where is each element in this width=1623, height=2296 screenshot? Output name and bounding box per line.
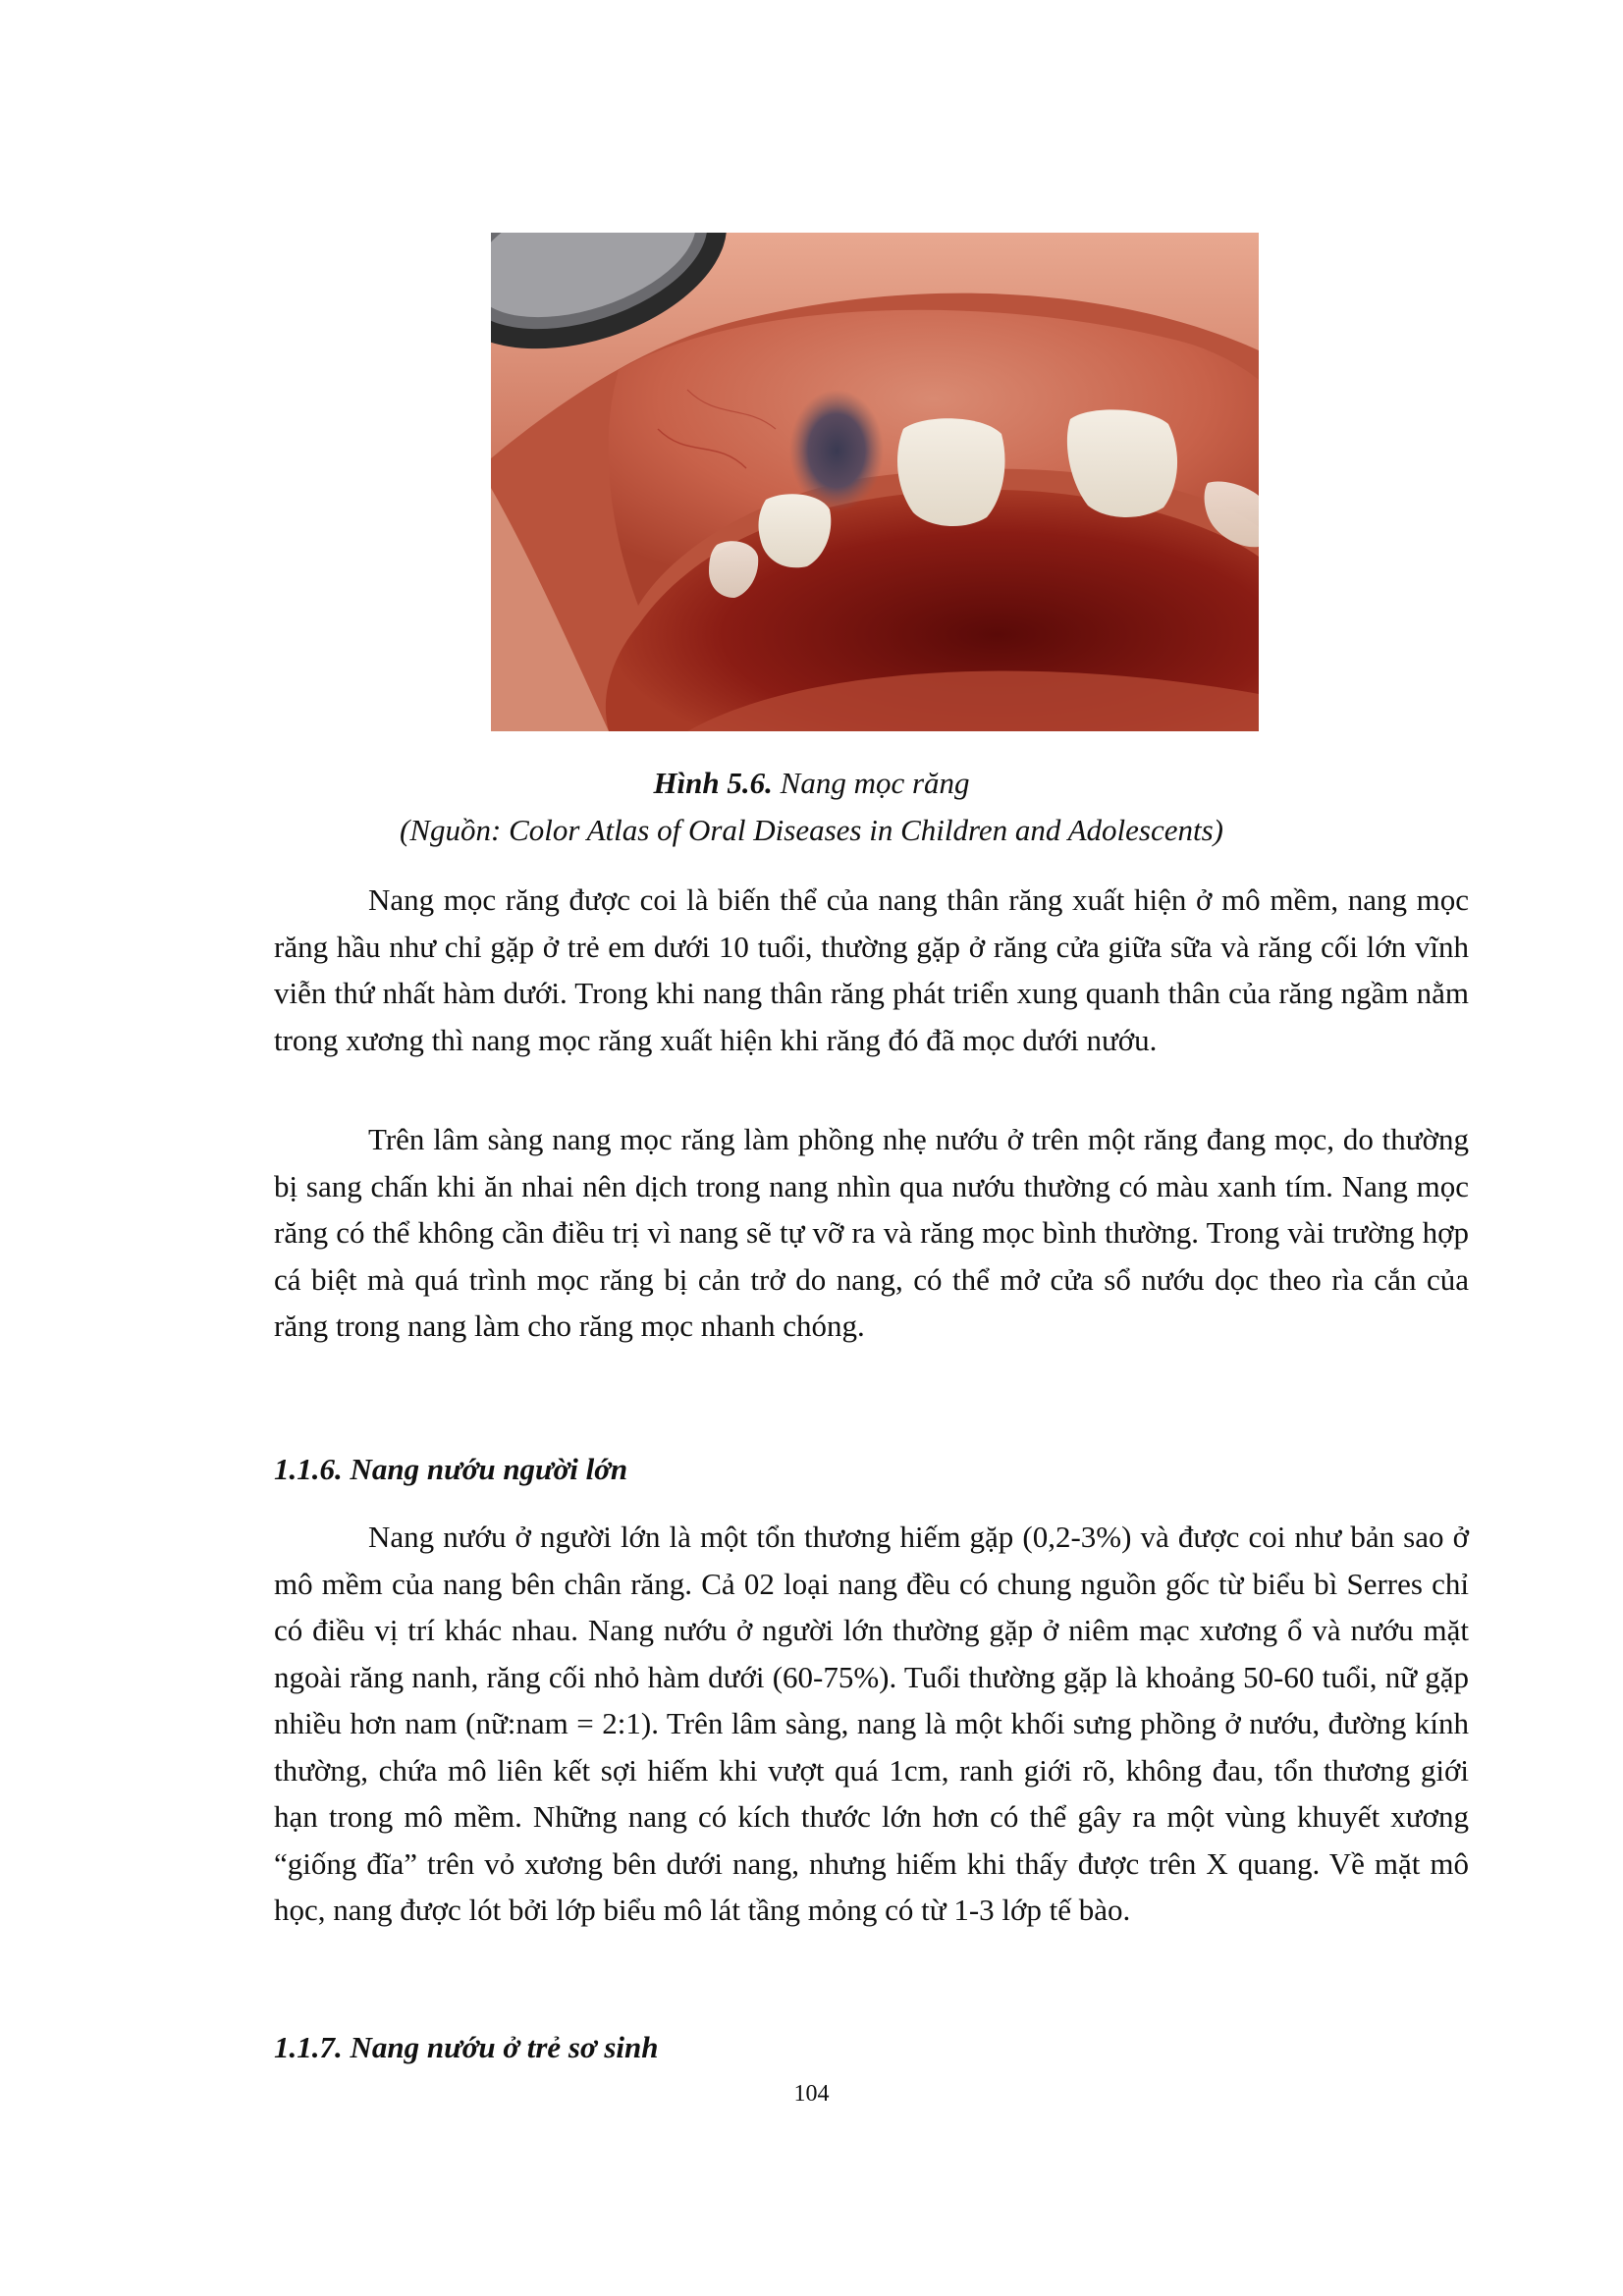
figure-label: Hình 5.6.	[653, 766, 773, 800]
figure-source: (Nguồn: Color Atlas of Oral Diseases in Children and Adolescents)	[400, 813, 1223, 847]
page-number: 104	[793, 2081, 830, 2107]
section-heading: 1.1.7. Nang nướu ở trẻ sơ sinh	[274, 2030, 659, 2064]
clinical-photo-eruption-cyst	[491, 233, 1259, 731]
paragraph: Nang nướu ở người lớn là một tổn thương hiếm gặp (0,2-3%) và được coi như bản sao ở mô mềm của nang bên chân răng. Cả 02 loại nang đều có chung nguồn gốc từ biểu bì Serres chỉ có điều vị trí khác nhau. Nang nướu ở người lớn thường gặp ở niêm mạc xương ổ và nướu mặt ngoài răng nanh, răng cối nhỏ hàm dưới (60-75%). Tuổi thường gặp là khoảng 50-60 tuổi, nữ gặp nhiều hơn nam (nữ:nam = 2:1). Trên lâm sàng, nang là một khối sưng phồng ở nướu, đường kính thường, chứa mô liên kết sợi hiếm khi vượt quá 1cm, ranh giới rõ, không đau, tổn thương giới hạn trong mô mềm. Những nang có kích thước lớn hơn có thể gây ra một vùng khuyết xương “giống đĩa” trên vỏ xương bên dưới nang, nhưng hiếm khi thấy được trên X quang. Về mặt mô học, nang được lót bởi lớp biểu mô lát tầng mỏng có từ 1-3 lớp tế bào.	[274, 1520, 1469, 1927]
paragraph: Trên lâm sàng nang mọc răng làm phồng nhẹ nướu ở trên một răng đang mọc, do thường bị sang chấn khi ăn nhai nên dịch trong nang nhìn qua nướu thường có màu xanh tím. Nang mọc răng có thể không cần điều trị vì nang sẽ tự vỡ ra và răng mọc bình thường. Trong vài trường hợp cá biệt mà quá trình mọc răng bị cản trở do nang, có thể mở cửa sổ nướu dọc theo rìa cắn của răng trong nang làm cho răng mọc nhanh chóng.	[274, 1122, 1469, 1343]
figure-caption	[0, 764, 1623, 803]
figure-title: Nang mọc răng	[772, 766, 970, 800]
section-heading: 1.1.6. Nang nướu người lớn	[274, 1452, 628, 1486]
figure-photo	[491, 233, 1259, 731]
paragraph: Nang mọc răng được coi là biến thể của nang thân răng xuất hiện ở mô mềm, nang mọc răng hầu như chỉ gặp ở trẻ em dưới 10 tuổi, thường gặp ở răng cửa giữa sữa và răng cối lớn vĩnh viễn thứ nhất hàm dưới. Trong khi nang thân răng phát triển xung quanh thân của răng ngầm nằm trong xương thì nang mọc răng xuất hiện khi răng đó đã mọc dưới nướu.	[274, 882, 1469, 1057]
